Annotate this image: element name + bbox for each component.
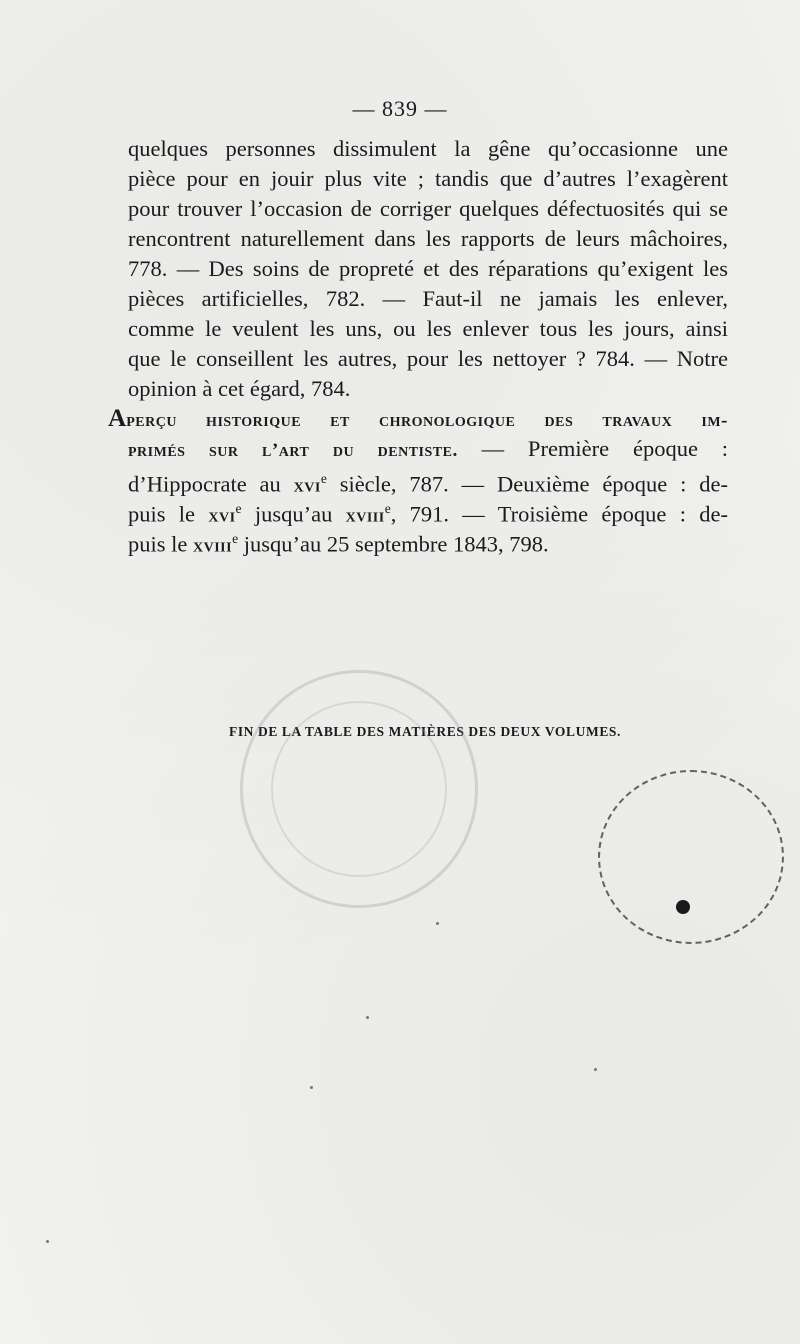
- section-heading: perçu historique et chronologique des travaux im-: [126, 410, 728, 431]
- paper-speck: [310, 1086, 313, 1089]
- paper-speck: [366, 1016, 369, 1019]
- century-numeral: xviii: [193, 535, 233, 557]
- section-initial: A: [108, 405, 127, 432]
- section-text: — Première époque :: [457, 436, 729, 461]
- century-numeral: xvi: [293, 475, 321, 497]
- body-line: opinion à cet égard, 784.: [128, 376, 351, 401]
- paper-speck: [436, 922, 439, 925]
- section-text: puis le: [128, 531, 193, 557]
- section-text: jusqu’au 25 septembre 1843, 798.: [238, 531, 549, 557]
- section-heading-line: [108, 404, 728, 434]
- superscript: e: [384, 501, 391, 516]
- section-line: [128, 494, 728, 527]
- body-line: que le conseillent les autres, pour les nettoyer ? 784. — Notre: [128, 346, 728, 371]
- section-text: , 791. — Troisième époque : de-: [390, 501, 728, 527]
- page-number: — 839 —: [352, 96, 448, 121]
- century-numeral: xviii: [345, 505, 385, 527]
- stamp-ink-dot: [676, 900, 690, 914]
- body-line: quelques personnes dissimulent la gêne qu’occasionne une: [128, 136, 728, 161]
- faded-library-stamp: [240, 670, 478, 908]
- section-heading: primés sur l’art du dentiste.: [128, 440, 458, 461]
- end-of-table-note: FIN DE LA TABLE DES MATIÈRES DES DEUX VOLUMES.: [228, 724, 622, 739]
- paper-speck: [594, 1068, 597, 1071]
- section-heading-line: [108, 434, 728, 464]
- body-line: pièce pour en jouir plus vite ; tandis que d’autres l’exagèrent: [128, 166, 728, 191]
- superscript: e: [235, 501, 242, 516]
- body-line: comme le veulent les uns, ou les enlever tous les jours, ainsi: [128, 316, 728, 341]
- section-line: [128, 464, 728, 497]
- section-text: siècle, 787. — Deuxième époque : de-: [326, 471, 728, 497]
- section-text: d’Hippocrate au: [128, 471, 294, 497]
- body-line: pièces artificielles, 782. — Faut-il ne jamais les enlever,: [128, 286, 728, 311]
- century-numeral: xvi: [208, 505, 236, 527]
- superscript: e: [320, 471, 327, 486]
- body-line: rencontrent naturellement dans les rapports de leurs mâchoires,: [128, 226, 728, 251]
- section-line: [128, 524, 728, 557]
- table-of-contents-text: [108, 134, 729, 557]
- paper-speck: [46, 1240, 49, 1243]
- superscript: e: [232, 531, 239, 546]
- body-line: pour trouver l’occasion de corriger quelques défectuosités qui se: [128, 196, 728, 221]
- school-stamp: [598, 770, 784, 944]
- section-text: jusqu’au: [241, 501, 346, 527]
- section-text: puis le: [128, 501, 209, 527]
- body-line: 778. — Des soins de propreté et des réparations qu’exigent les: [128, 256, 728, 281]
